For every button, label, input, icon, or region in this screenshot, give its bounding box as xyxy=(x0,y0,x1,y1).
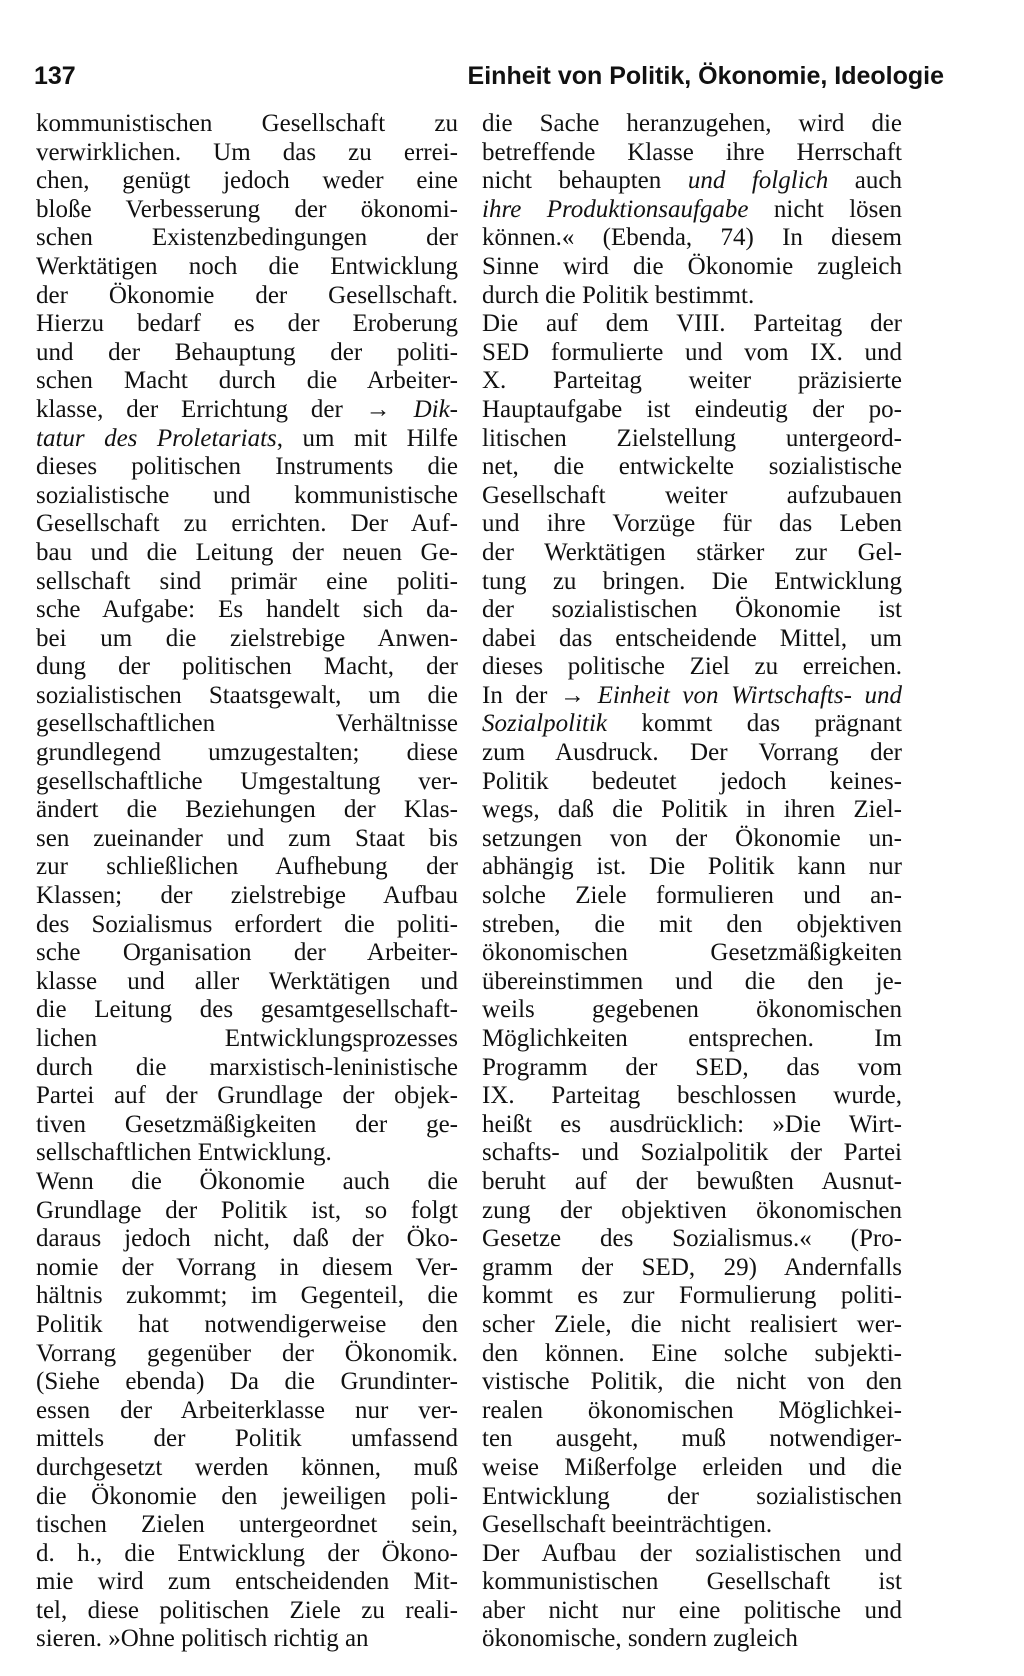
text-line: sieren. »Ohne politisch richtig an xyxy=(36,1625,369,1653)
text-line: schen Macht durch die Arbeiter- xyxy=(36,367,458,395)
text-line: dieses politischen Instruments die xyxy=(36,453,458,481)
text-line: zur schließlichen Aufhebung der xyxy=(36,853,458,881)
text-line: Politik bedeutet jedoch keines- xyxy=(482,767,902,795)
text-line: Möglichkeiten entsprechen. Im xyxy=(482,1025,902,1052)
text-line: zum Ausdruck. Der Vorrang der xyxy=(482,739,902,767)
text-line: abhängig ist. Die Politik kann nur xyxy=(482,853,902,881)
text-line: sen zueinander und zum Staat bis xyxy=(36,824,458,852)
text-line: nicht behaupten und folglich auch xyxy=(482,167,902,195)
text-line: Politik hat notwendigerweise den xyxy=(36,1310,458,1338)
text-line: ökonomischen Gesetzmäßigkeiten xyxy=(482,939,902,967)
text-line: klasse, der Errichtung der → Dik- xyxy=(36,395,458,423)
text-line: zung der objektiven ökonomischen xyxy=(482,1196,902,1224)
text-line: Vorrang gegenüber der Ökonomik. xyxy=(36,1339,458,1367)
text-line: grundlegend umzugestalten; diese xyxy=(36,739,458,767)
text-line: Werktätigen noch die Entwicklung xyxy=(36,252,458,280)
text-line: scher Ziele, die nicht realisiert wer- xyxy=(482,1310,902,1338)
text-line: Der Aufbau der sozialistischen und xyxy=(482,1539,902,1567)
text-line: übereinstimmen und die den je- xyxy=(482,967,902,995)
text-line: schafts- und Sozialpolitik der Partei xyxy=(482,1139,902,1167)
text-line: setzungen von der Ökonomie un- xyxy=(482,824,902,852)
text-line: Programm der SED, das vom xyxy=(482,1053,902,1081)
text-line: dabei das entscheidende Mittel, um xyxy=(482,624,902,652)
text-line: ökonomische, sondern zugleich xyxy=(482,1625,798,1653)
text-line: kommunistischen Gesellschaft ist xyxy=(482,1568,902,1596)
text-line: Die auf dem VIII. Parteitag der xyxy=(482,310,902,338)
page-number: 137 xyxy=(34,62,76,90)
text-line: mittels der Politik umfassend xyxy=(36,1425,458,1453)
text-line: können.« (Ebenda, 74) In diesem xyxy=(482,224,902,252)
text-line: sozialistische und kommunistische xyxy=(36,481,458,509)
text-line: tatur des Proletariats, um mit Hilfe xyxy=(36,424,458,452)
text-line: Klassen; der zielstrebige Aufbau xyxy=(36,882,458,910)
text-line: mie wird zum entscheidenden Mit- xyxy=(36,1568,458,1596)
text-line: wegs, daß die Politik in ihren Ziel- xyxy=(482,796,902,824)
text-line: schen Existenzbedingungen der xyxy=(36,224,458,252)
text-line: tel, diese politischen Ziele zu reali- xyxy=(36,1596,458,1624)
text-line: weise Mißerfolge erleiden und die xyxy=(482,1453,902,1481)
text-line: die Leitung des gesamtgesellschaft- xyxy=(36,996,458,1024)
text-line: bloße Verbesserung der ökonomi- xyxy=(36,195,458,223)
text-line: d. h., die Entwicklung der Ökono- xyxy=(36,1539,458,1567)
text-line: net, die entwickelte sozialistische xyxy=(482,453,902,481)
text-line: verwirklichen. Um das zu errei- xyxy=(36,138,458,166)
text-line: beruht auf der bewußten Ausnut- xyxy=(482,1167,902,1195)
text-line: Hierzu bedarf es der Eroberung xyxy=(36,310,458,338)
text-line: X. Parteitag weiter präzisierte xyxy=(482,367,902,395)
text-line: des Sozialismus erfordert die politi- xyxy=(36,910,458,938)
text-line: durchgesetzt werden können, muß xyxy=(36,1453,458,1481)
text-line: der sozialistischen Ökonomie ist xyxy=(482,596,902,624)
text-line: sellschaft sind primär eine politi- xyxy=(36,567,458,595)
text-line: kommt es zur Formulierung politi- xyxy=(482,1282,902,1310)
text-line: ten ausgeht, muß notwendiger- xyxy=(482,1425,902,1453)
text-line: die Ökonomie den jeweiligen poli- xyxy=(36,1482,458,1510)
text-line: vistische Politik, die nicht von den xyxy=(482,1368,902,1396)
text-line: Sinne wird die Ökonomie zugleich xyxy=(482,252,902,280)
text-line: (Siehe ebenda) Da die Grundinter- xyxy=(36,1368,458,1396)
text-line: durch die Politik bestimmt. xyxy=(482,281,755,309)
text-line: nomie der Vorrang in diesem Ver- xyxy=(36,1253,458,1281)
text-line: SED formulierte und vom IX. und xyxy=(482,338,902,366)
text-line: Sozialpolitik kommt das prägnant xyxy=(482,710,902,738)
text-line: gesellschaftlichen Verhältnisse xyxy=(36,710,458,738)
text-line: ändert die Beziehungen der Klas- xyxy=(36,796,458,824)
text-line: chen, genügt jedoch weder eine xyxy=(36,167,458,195)
text-line: und ihre Vorzüge für das Leben xyxy=(482,510,902,538)
text-line: bei um die zielstrebige Anwen- xyxy=(36,624,458,652)
text-line: sozialistischen Staatsgewalt, um die xyxy=(36,681,458,709)
left-text-column xyxy=(36,110,458,1654)
text-line: hältnis zukommt; im Gegenteil, die xyxy=(36,1282,458,1310)
text-line: Hauptaufgabe ist eindeutig der po- xyxy=(482,395,902,423)
text-line: In der → Einheit von Wirtschafts- und xyxy=(482,681,903,709)
text-line: Partei auf der Grundlage der objek- xyxy=(36,1082,458,1110)
text-line: Entwicklung der sozialistischen xyxy=(482,1482,902,1510)
text-line: solche Ziele formulieren und an- xyxy=(482,882,902,910)
text-line: Gesellschaft zu errichten. Der Auf- xyxy=(36,510,458,538)
text-line: der Werktätigen stärker zur Gel- xyxy=(482,538,902,566)
text-line: ihre Produktionsaufgabe nicht lösen xyxy=(482,195,902,223)
text-line: tischen Zielen untergeordnet sein, xyxy=(36,1511,458,1539)
text-line: dieses politische Ziel zu erreichen. xyxy=(482,653,902,681)
text-line: daraus jedoch nicht, daß der Öko- xyxy=(36,1225,458,1253)
text-line: lichen Entwicklungsprozesses xyxy=(36,1025,458,1052)
text-line: betreffende Klasse ihre Herrschaft xyxy=(482,138,902,166)
text-line: klasse und aller Werktätigen und xyxy=(36,967,458,995)
text-line: sche Organisation der Arbeiter- xyxy=(36,939,458,967)
text-line: tiven Gesetzmäßigkeiten der ge- xyxy=(36,1110,458,1138)
running-head: Einheit von Politik, Ökonomie, Ideologie xyxy=(467,62,944,90)
text-line: Gesetze des Sozialismus.« (Pro- xyxy=(482,1225,902,1253)
text-line: gesellschaftliche Umgestaltung ver- xyxy=(36,767,458,795)
text-line: realen ökonomischen Möglichkei- xyxy=(482,1396,902,1424)
text-line: der Ökonomie der Gesellschaft. xyxy=(36,281,458,309)
text-line: tung zu bringen. Die Entwicklung xyxy=(482,567,902,595)
right-text-column xyxy=(482,110,902,1654)
text-line: aber nicht nur eine politische und xyxy=(482,1596,902,1624)
text-line: IX. Parteitag beschlossen wurde, xyxy=(482,1082,902,1110)
text-line: sellschaftlichen Entwicklung. xyxy=(36,1139,332,1167)
text-line: essen der Arbeiterklasse nur ver- xyxy=(36,1396,458,1424)
text-line: kommunistischen Gesellschaft zu xyxy=(36,110,458,137)
text-line: dung der politischen Macht, der xyxy=(36,653,458,681)
text-line: Wenn die Ökonomie auch die xyxy=(36,1167,458,1195)
text-line: litischen Zielstellung untergeord- xyxy=(482,424,902,452)
text-line: sche Aufgabe: Es handelt sich da- xyxy=(36,596,458,624)
text-line: durch die marxistisch-leninistische xyxy=(36,1053,458,1081)
text-line: den können. Eine solche subjekti- xyxy=(482,1339,902,1367)
text-line: heißt es ausdrücklich: »Die Wirt- xyxy=(482,1110,902,1138)
text-line: gramm der SED, 29) Andernfalls xyxy=(482,1253,902,1281)
text-line: bau und die Leitung der neuen Ge- xyxy=(36,538,458,566)
text-line: Grundlage der Politik ist, so folgt xyxy=(36,1196,458,1224)
text-line: Gesellschaft weiter aufzubauen xyxy=(482,481,902,509)
text-line: und der Behauptung der politi- xyxy=(36,338,458,366)
text-line: weils gegebenen ökonomischen xyxy=(482,996,902,1024)
text-line: Gesellschaft beeinträchtigen. xyxy=(482,1511,773,1539)
text-line: streben, die mit den objektiven xyxy=(482,910,902,938)
page-header xyxy=(34,56,944,96)
text-line: die Sache heranzugehen, wird die xyxy=(482,110,902,137)
